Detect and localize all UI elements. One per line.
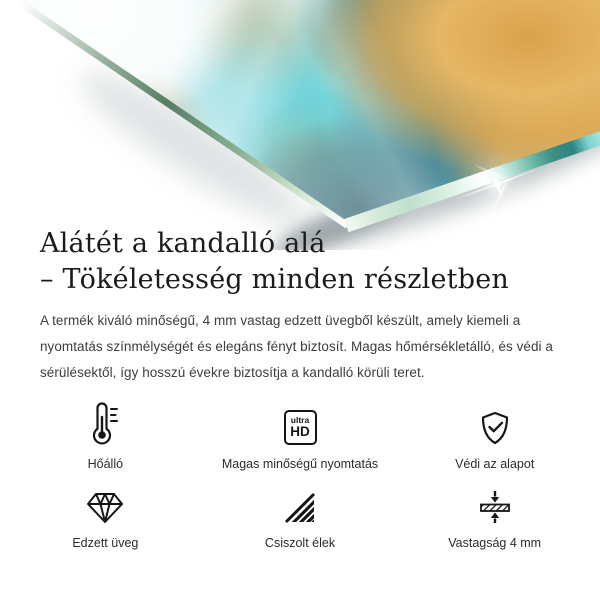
feature-item-heat-resistant bbox=[8, 401, 203, 473]
feature-item-ultra-hd-print bbox=[203, 401, 398, 473]
page-title bbox=[40, 226, 570, 298]
title-line-2: – Tökéletesség minden részletben bbox=[40, 264, 509, 295]
feature-item-protects-base bbox=[397, 401, 592, 473]
feature-item-polished-edges bbox=[203, 490, 398, 552]
feature-row bbox=[0, 401, 600, 473]
shield-check-icon bbox=[480, 411, 510, 445]
icon-box bbox=[284, 401, 317, 445]
product-description: A termék kiváló minőségű, 4 mm vastag edzett üvegből készült, amely kiemeli a nyomtatás színmélységét és elegáns fényt biztosít. Magas hőmérsékletálló, és védi a sérülésektől, így hosszú évekre biztosítja a kandalló körüli teret. bbox=[40, 313, 553, 380]
feature-label: Vastagság 4 mm bbox=[448, 536, 542, 550]
icon-box bbox=[480, 401, 510, 445]
polished-edges-icon bbox=[284, 492, 316, 524]
thermometer-icon bbox=[90, 401, 120, 445]
feature-item-tempered-glass bbox=[8, 490, 203, 552]
feature-label: Edzett üveg bbox=[72, 536, 139, 550]
product-image bbox=[0, 0, 600, 250]
diamond-icon bbox=[86, 492, 124, 524]
ultra-hd-icon bbox=[284, 410, 317, 445]
title-line-1: Alátét a kandalló alá bbox=[40, 228, 326, 259]
feature-grid bbox=[0, 401, 600, 552]
icon-box bbox=[90, 401, 120, 445]
feature-item-thickness bbox=[397, 490, 592, 552]
ultra-hd-icon-text-bottom: HD bbox=[290, 424, 310, 440]
feature-label: Magas minőségű nyomtatás bbox=[221, 457, 379, 471]
ultra-hd-icon-text-top: ultra bbox=[290, 414, 310, 425]
feature-label: Védi az alapot bbox=[455, 457, 535, 471]
icon-box bbox=[86, 490, 124, 524]
icon-box bbox=[478, 490, 512, 524]
thickness-icon bbox=[478, 490, 512, 524]
feature-label: Hőálló bbox=[87, 457, 124, 471]
icon-box bbox=[284, 490, 316, 524]
product-intro bbox=[40, 226, 570, 386]
feature-row bbox=[0, 490, 600, 552]
feature-label: Csiszolt élek bbox=[264, 536, 336, 550]
